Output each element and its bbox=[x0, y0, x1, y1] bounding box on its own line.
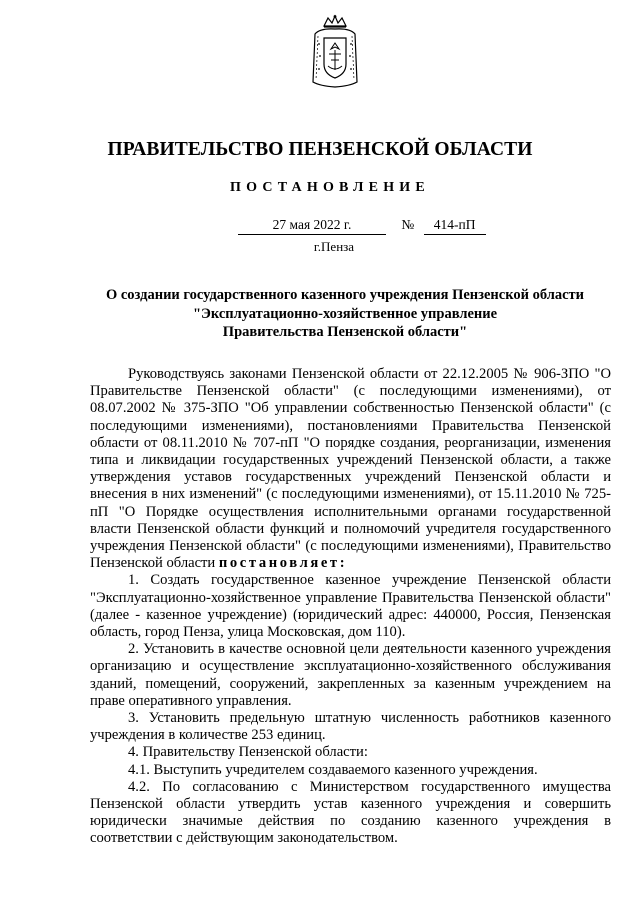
subject-line: О создании государственного казенного учреждения Пензенской области bbox=[105, 287, 585, 303]
subject-line: "Эксплуатационно-хозяйственное управление bbox=[192, 305, 498, 322]
coat-of-arms-icon bbox=[310, 14, 360, 90]
document-subject bbox=[80, 286, 610, 342]
subject-line: Правительства Пензенской области" bbox=[222, 324, 468, 340]
paragraph-item-4: 4. Правительству Пензенской области: bbox=[128, 744, 368, 761]
resolves-word: постановляет bbox=[218, 555, 340, 572]
government-name: ПРАВИТЕЛЬСТВО ПЕНЗЕНСКОЙ ОБЛАСТИ bbox=[107, 139, 533, 160]
paragraph-item-4-2: 4.2. По согласованию с Министерством государственного имущества Пензенской области утвердить устав казенного учреждения и совершить юридически значимые действия по созданию казенного учреждения в соответствии с действующим законодательством. bbox=[90, 778, 611, 847]
paragraph-item-4-1: 4.1. Выступить учредителем создаваемого казенного учреждения. bbox=[128, 761, 538, 778]
city: г.Пенза bbox=[313, 239, 355, 254]
preamble-text: Руководствуясь законами Пензенской области от 22.12.2005 № 906-ЗПО "О Правительстве Пензенской области" (с последующими изменениями), от 08.07.2002 № 375-ЗПО "Об управлении собственностью Пензенской области" (с последующими изменениями), постановлениями Правительства Пензенской области от 08.11.2010 № 707-пП "О порядке создания, реорганизации, изменения типа и ликвидации государственных учреждений Пензенской области, а также утверждения уставов государственных учреждений Пензенской области и внесения в них изменений" (с последующими изменениями), от 15.11.2010 № 725-пП "О Порядке осуществления исполнительными органами государственной власти Пензенской области функций и полномочий учредителя государственного учреждения Пензенской области" (с последующими изменениями), Правительство Пензенской области bbox=[90, 366, 611, 572]
number-sign: № bbox=[401, 217, 415, 232]
resolves-colon: : bbox=[339, 555, 345, 572]
decree-number: 414-пП bbox=[424, 217, 486, 235]
preamble-paragraph bbox=[90, 366, 611, 572]
document-body bbox=[90, 366, 611, 848]
document-type: ПОСТАНОВЛЕНИЕ bbox=[230, 180, 430, 195]
paragraph-item-2: 2. Установить в качестве основной цели деятельности казенного учреждения организацию и осуществление эксплуатационно-хозяйственного обслуживания зданий, помещений, сооружений, закрепленных за казенным учреждением на праве оперативного управления. bbox=[90, 641, 611, 709]
decree-date: 27 мая 2022 г. bbox=[238, 217, 386, 235]
paragraph-item-3: 3. Установить предельную штатную численность работников казенного учреждения в количестве 253 единиц. bbox=[90, 710, 611, 744]
paragraph-item-1: 1. Создать государственное казенное учреждение Пензенской области "Эксплуатационно-хозяйственное управление Правительства Пензенской области" (далее - казенное учреждение) (юридический адрес: 440000, Россия, Пензенская область, город Пенза, улица Московская, дом 110). bbox=[90, 572, 611, 641]
date-number-line bbox=[238, 217, 486, 235]
